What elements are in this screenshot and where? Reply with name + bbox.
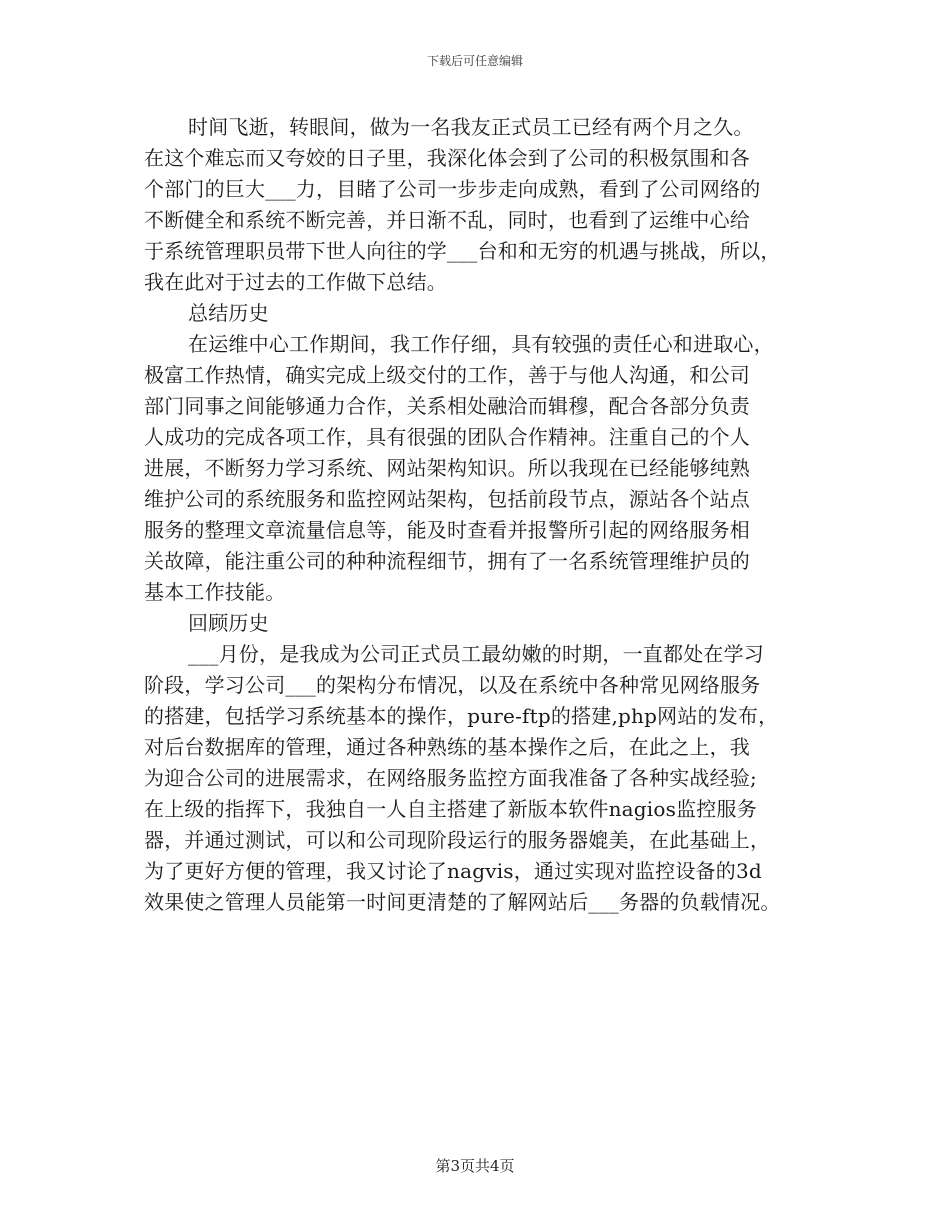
paragraph-line: ___月份，是我成为公司正式员工最幼嫩的时期，一直都处在学习 xyxy=(188,642,764,666)
paragraph-line: 我在此对于过去的工作做下总结。 xyxy=(144,270,447,294)
section-heading: 回顾历史 xyxy=(188,611,269,635)
paragraph-line: 器，并通过测试，可以和公司现阶段运行的服务器媲美，在此基础上， xyxy=(144,828,771,852)
paragraph-line: 基本工作技能。 xyxy=(144,580,286,604)
page-footer: 第3页共4页 xyxy=(435,1157,515,1175)
paragraph-line: 时间飞逝，转眼间，做为一名我友正式员工已经有两个月之久。 xyxy=(188,115,754,139)
paragraph-line: 为迎合公司的进展需求，在网络服务监控方面我准备了各种实战经验; xyxy=(144,766,757,790)
paragraph-line: 极富工作热情，确实完成上级交付的工作，善于与他人沟通，和公司 xyxy=(144,363,750,387)
paragraph-line: 在运维中心工作期间，我工作仔细，具有较强的责任心和进取心， xyxy=(188,332,774,356)
paragraph-line: 进展，不断努力学习系统、网站架构知识。所以我现在已经能够纯熟 xyxy=(144,456,750,480)
paragraph-line: 维护公司的系统服务和监控网站架构，包括前段节点，源站各个站点 xyxy=(144,487,750,511)
paragraph-line: 部门同事之间能够通力合作，关系相处融洽而辑穆，配合各部分负责 xyxy=(144,394,750,418)
page-header: 下载后可任意编辑 xyxy=(426,54,523,68)
paragraph-line: 关故障，能注重公司的种种流程细节，拥有了一名系统管理维护员的 xyxy=(144,549,750,573)
paragraph-line: 效果使之管理人员能第一时间更清楚的了解网站后___务器的负载情况。 xyxy=(144,890,781,914)
paragraph-line: 不断健全和系统不断完善，并日渐不乱，同时，也看到了运维中心给 xyxy=(144,208,750,232)
paragraph-line: 的搭建，包括学习系统基本的操作，pure-ftp的搭建,php网站的发布， xyxy=(144,704,779,728)
section-heading: 总结历史 xyxy=(188,301,269,325)
paragraph-line: 服务的整理文章流量信息等，能及时查看并报警所引起的网络服务相 xyxy=(144,518,750,542)
paragraph-line: 在上级的指挥下，我独自一人自主搭建了新版本软件nagios监控服务 xyxy=(144,797,757,821)
paragraph-line: 于系统管理职员带下世人向往的学___台和和无穷的机遇与挑战，所以， xyxy=(144,239,781,263)
document-body xyxy=(144,112,834,918)
paragraph-line: 为了更好方便的管理，我又讨论了nagvis，通过实现对监控设备的3d xyxy=(144,859,762,883)
paragraph-line: 个部门的巨大___力，目睹了公司一步步走向成熟，看到了公司网络的 xyxy=(144,177,761,201)
paragraph-line: 人成功的完成各项工作，具有很强的团队合作精神。注重自己的个人 xyxy=(144,425,750,449)
paragraph-line: 对后台数据库的管理，通过各种熟练的基本操作之后，在此之上，我 xyxy=(144,735,750,759)
paragraph-line: 阶段，学习公司___的架构分布情况，以及在系统中各种常见网络服务 xyxy=(144,673,761,697)
paragraph-line: 在这个难忘而又夸姣的日子里，我深化体会到了公司的积极氛围和各 xyxy=(144,146,750,170)
